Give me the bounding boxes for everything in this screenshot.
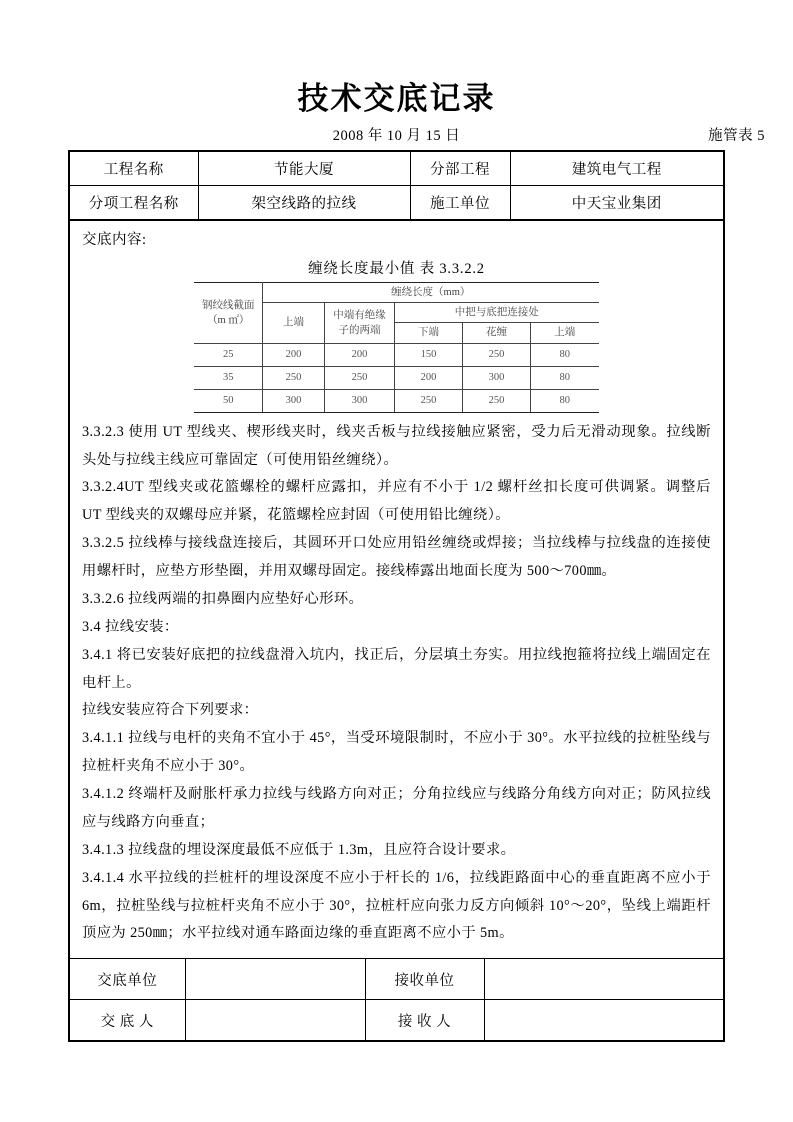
data-table-block	[82, 257, 711, 413]
table-row	[70, 186, 723, 220]
meta-label-division: 分部工程	[410, 152, 510, 186]
signoff-label-issuer: 交 底 人	[70, 1000, 185, 1041]
cell-upper-end: 300	[262, 389, 324, 412]
cell-joint-lower: 200	[394, 366, 462, 389]
form-code: 施管表 5	[708, 128, 765, 145]
paragraph: 3.3.2.3 使用 UT 型线夹、楔形线夹时，线夹舌板与拉线接触应紧密，受力后无滑动现象。拉线断头处与拉线主线应可靠固定（可使用铅丝缠绕）。	[82, 423, 711, 468]
document-date: 2008 年 10 月 15 日	[332, 128, 461, 145]
paragraph: 3.3.2.6 拉线两端的扣鼻圈内应垫好心形环。	[82, 590, 364, 607]
winding-length-table	[194, 282, 598, 413]
meta-value-division: 建筑电气工程	[510, 152, 723, 186]
cell-insulator: 250	[324, 366, 394, 389]
header-insulator-both-ends	[324, 303, 394, 343]
header-joint-lower: 下端	[394, 323, 462, 343]
meta-value-project-name: 节能大厦	[198, 152, 410, 186]
cell-joint-upper: 80	[530, 389, 598, 412]
header-upper-end: 上端	[262, 303, 324, 343]
cell-upper-end: 200	[262, 343, 324, 366]
data-table-caption: 缠绕长度最小值 表 3.3.2.2	[308, 261, 485, 277]
signoff-value-issuer[interactable]	[185, 1000, 365, 1041]
header-winding-length-group: 缠绕长度（mm）	[262, 283, 598, 303]
meta-label-construction-unit: 施工单位	[410, 186, 510, 220]
paragraph: 拉线安装应符合下列要求：	[82, 702, 259, 719]
cell-section: 35	[194, 366, 262, 389]
cell-section: 25	[194, 343, 262, 366]
paragraph: 3.3.2.4UT 型线夹或花篮螺栓的螺杆应露扣，并应有不小于 1/2 螺杆丝扣长度可供调紧。调整后 UT 型线夹的双螺母应并紧，花篮螺栓应封固（可使用铅比缠绕）。	[82, 479, 711, 524]
cell-joint-lower: 150	[394, 343, 462, 366]
cell-joint-lower: 250	[394, 389, 462, 412]
paragraph: 3.3.2.5 拉线棒与接线盘连接后，其圆环开口处应用铅丝缠绕或焊接；当拉线棒与拉线盘的连接使用螺杆时，应垫方形垫圈，并用双螺母固定。接线棒露出地面长度为 500～700㎜。	[82, 535, 711, 580]
table-row	[70, 152, 723, 186]
meta-value-subitem-name: 架空线路的拉线	[198, 186, 410, 220]
header-joint-flower: 花缠	[462, 323, 530, 343]
table-header-row	[194, 283, 598, 303]
paragraph: 3.4.1.1 拉线与电杆的夹角不宜小于 45°，当受环境限制时，不应小于 30°。水平拉线的拉桩坠线与拉桩杆夹角不应小于 30°。	[82, 730, 711, 775]
table-row	[194, 343, 598, 366]
signoff-label-receiver: 接 收 人	[365, 1000, 484, 1041]
project-meta-table	[70, 152, 723, 220]
document-frame	[68, 150, 725, 1042]
paragraph: 3.4 拉线安装：	[82, 618, 179, 635]
title-meta-row	[0, 124, 793, 148]
header-steel-section	[194, 283, 262, 344]
header-insulator-line1: 中端有绝缘	[333, 309, 386, 321]
signoff-label-receiving-unit: 接收单位	[365, 959, 484, 1000]
signoff-value-receiving-unit[interactable]	[484, 959, 723, 1000]
signoff-table	[70, 958, 723, 1040]
cell-joint-flower: 250	[462, 343, 530, 366]
cell-joint-upper: 80	[530, 366, 598, 389]
table-row	[194, 366, 598, 389]
content-region	[70, 220, 723, 958]
meta-value-construction-unit: 中天宝业集团	[510, 186, 723, 220]
paragraph: 3.4.1.4 水平拉线的拦桩杆的埋设深度不应小于杆长的 1/6，拉线距路面中心的垂直距离不应小于 6m，拉桩坠线与拉桩杆夹角不应小于 30°，拉桩杆应向张力反方向倾斜 10°～20°，坠线上端距杆顶应为 250㎜；水平拉线对通车路面边缘的垂直距离不应小于 5m。	[82, 869, 711, 942]
table-row	[194, 389, 598, 412]
cell-section: 50	[194, 389, 262, 412]
header-joint-upper: 上端	[530, 323, 598, 343]
cell-joint-flower: 250	[462, 389, 530, 412]
meta-label-project-name: 工程名称	[70, 152, 198, 186]
header-steel-section-label: 钢绞线截面	[201, 299, 255, 311]
signoff-value-receiver[interactable]	[484, 1000, 723, 1041]
signoff-label-issuing-unit: 交底单位	[70, 959, 185, 1000]
paragraph: 3.4.1.3 拉线盘的埋设深度最低不应低于 1.3m，且应符合设计要求。	[82, 841, 516, 858]
meta-label-subitem-name: 分项工程名称	[70, 186, 198, 220]
table-row	[70, 959, 723, 1000]
content-label: 交底内容:	[82, 232, 147, 248]
cell-joint-upper: 80	[530, 343, 598, 366]
table-row	[70, 1000, 723, 1041]
cell-insulator: 200	[324, 343, 394, 366]
header-insulator-line2: 子的两端	[338, 324, 381, 336]
header-steel-section-unit: （m ㎡）	[207, 314, 250, 326]
paragraph: 3.4.1 将已安装好底把的拉线盘滑入坑内，找正后，分层填土夯实。用拉线抱箍将拉线上端固定在电杆上。	[82, 646, 711, 691]
cell-insulator: 300	[324, 389, 394, 412]
signoff-value-issuing-unit[interactable]	[185, 959, 365, 1000]
cell-joint-flower: 300	[462, 366, 530, 389]
cell-upper-end: 250	[262, 366, 324, 389]
header-joint-group: 中把与底把连接处	[394, 303, 598, 323]
page-title: 技术交底记录	[297, 81, 496, 116]
paragraph: 3.4.1.2 终端杆及耐胀杆承力拉线与线路方向对正；分角拉线应与线路分角线方向对正；防风拉线应与线路方向垂直；	[82, 786, 711, 830]
